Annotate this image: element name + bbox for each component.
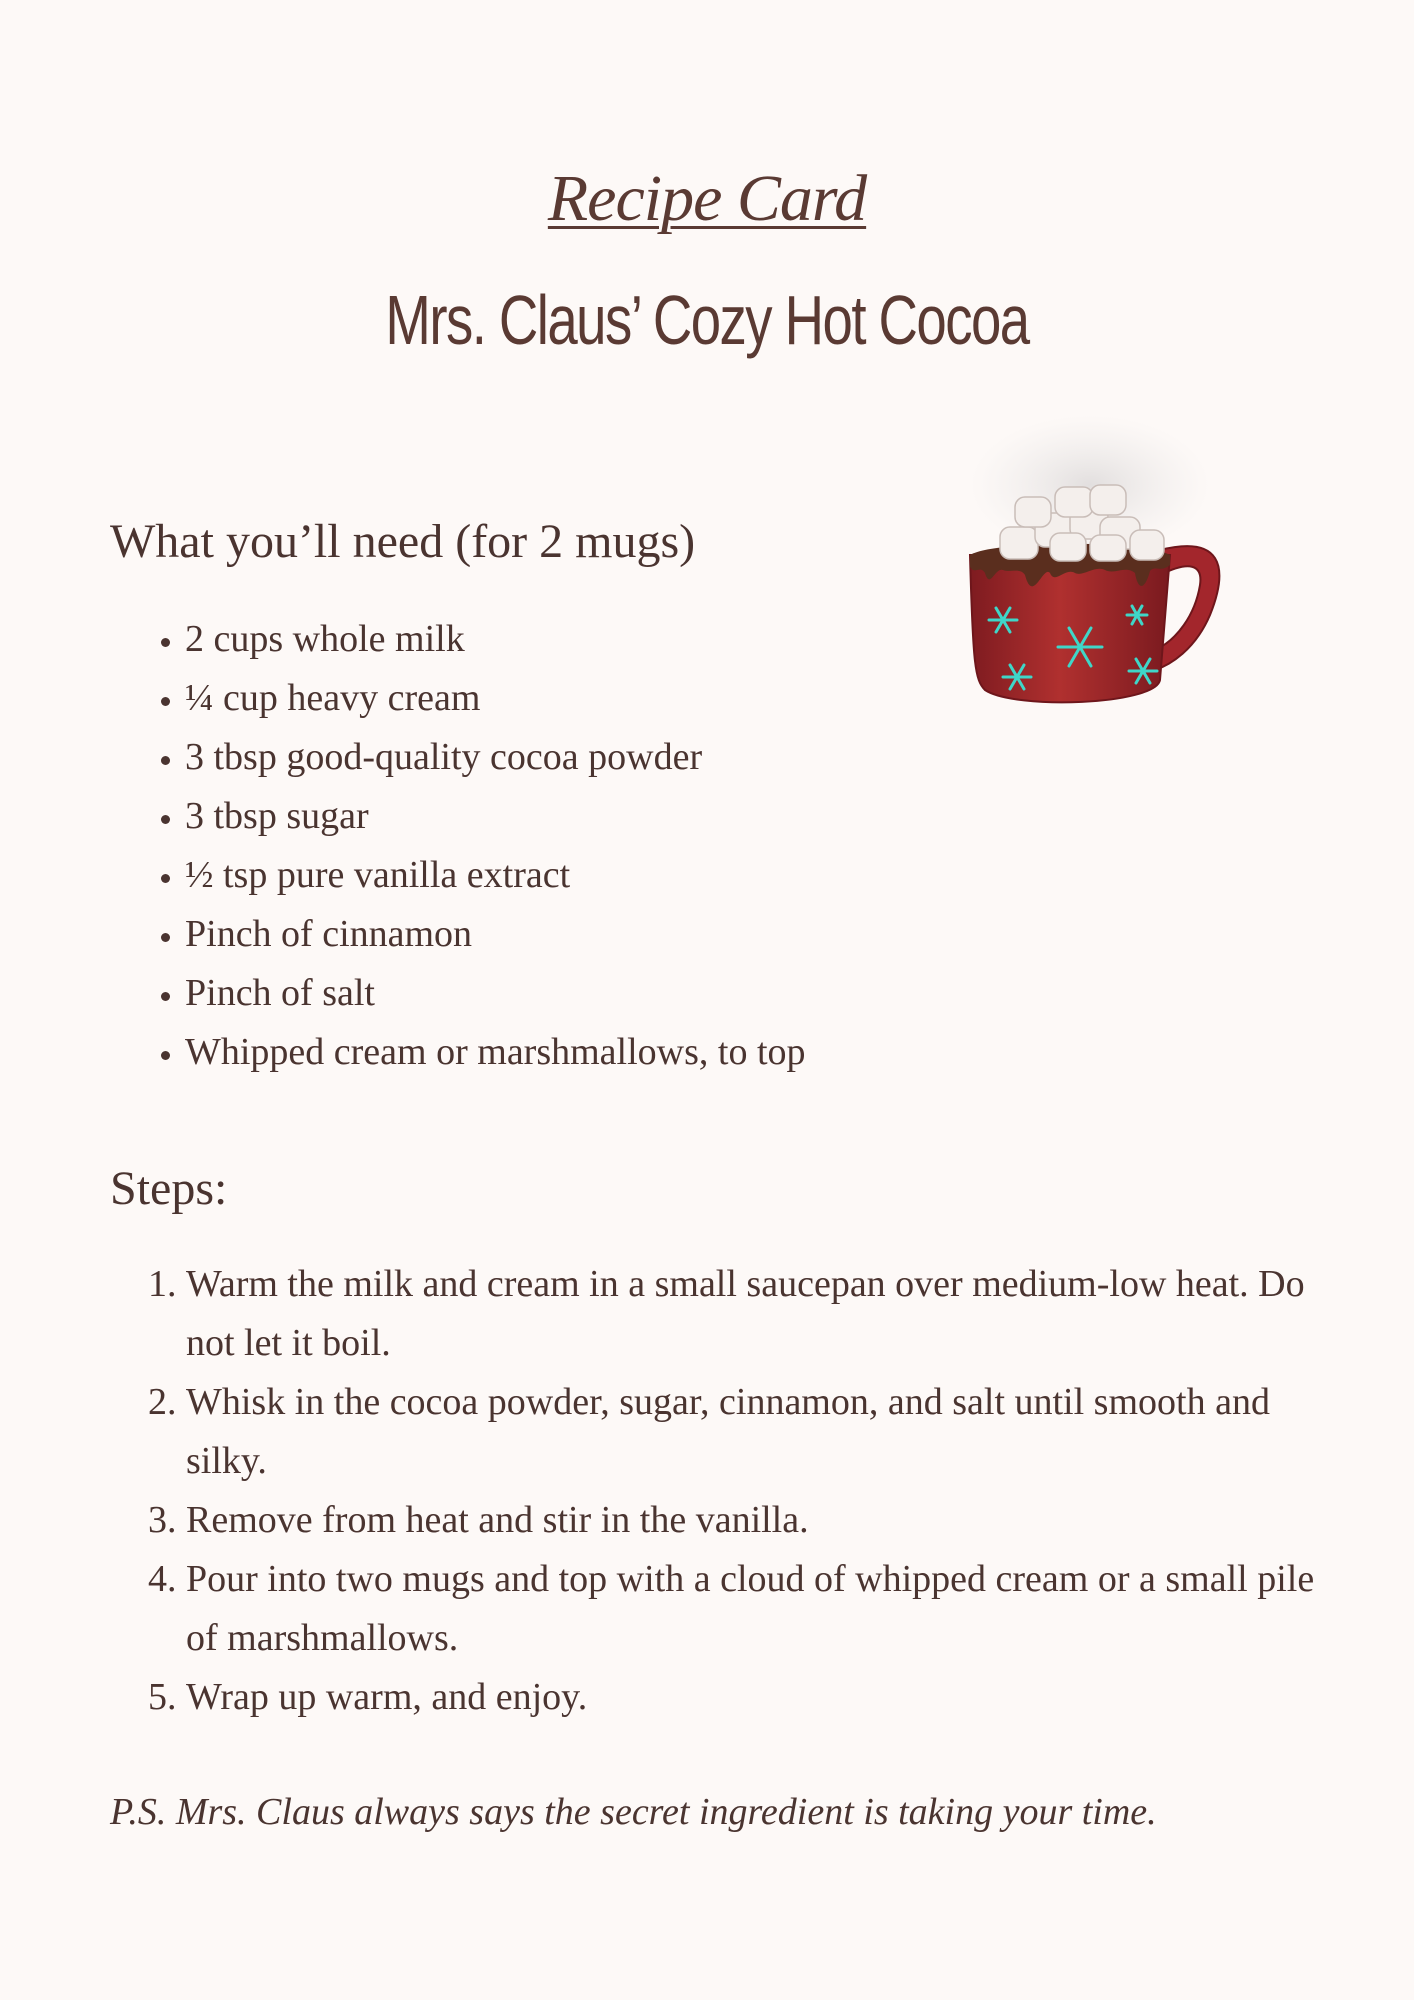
steps-list: [150, 1255, 1316, 1727]
ingredient-item: • 3 tbsp sugar: [185, 787, 1085, 846]
hot-cocoa-mug-icon: [955, 415, 1255, 725]
steps-heading: Steps:: [110, 1162, 228, 1215]
step-item: 4. Pour into two mugs and top with a cloud of whipped cream or a small pile of marshmallows.: [186, 1550, 1316, 1668]
step-item: 1. Warm the milk and cream in a small saucepan over medium-low heat. Do not let it boil.: [186, 1255, 1316, 1373]
step-item: 3. Remove from heat and stir in the vanilla.: [186, 1491, 1316, 1550]
ingredients-list: [145, 610, 1085, 1082]
recipe-title: Mrs. Claus’ Cozy Hot Cocoa: [385, 281, 1029, 359]
ingredient-item: • Pinch of cinnamon: [185, 905, 1085, 964]
ingredient-item: • 3 tbsp good-quality cocoa powder: [185, 728, 1085, 787]
ingredient-item: • 2 cups whole milk: [185, 610, 1085, 669]
card-label: Recipe Card: [547, 162, 867, 235]
ingredient-item: • ¼ cup heavy cream: [185, 669, 1085, 728]
ingredient-item: • Whipped cream or marshmallows, to top: [185, 1023, 1085, 1082]
ingredient-item: • ½ tsp pure vanilla extract: [185, 846, 1085, 905]
step-item: 2. Whisk in the cocoa powder, sugar, cinnamon, and salt until smooth and silky.: [186, 1373, 1316, 1491]
postscript-note: P.S. Mrs. Claus always says the secret ingredient is taking your time.: [110, 1791, 1157, 1833]
step-item: 5. Wrap up warm, and enjoy.: [186, 1668, 1316, 1727]
ingredients-heading: What you’ll need (for 2 mugs): [110, 515, 696, 568]
ingredient-item: • Pinch of salt: [185, 964, 1085, 1023]
